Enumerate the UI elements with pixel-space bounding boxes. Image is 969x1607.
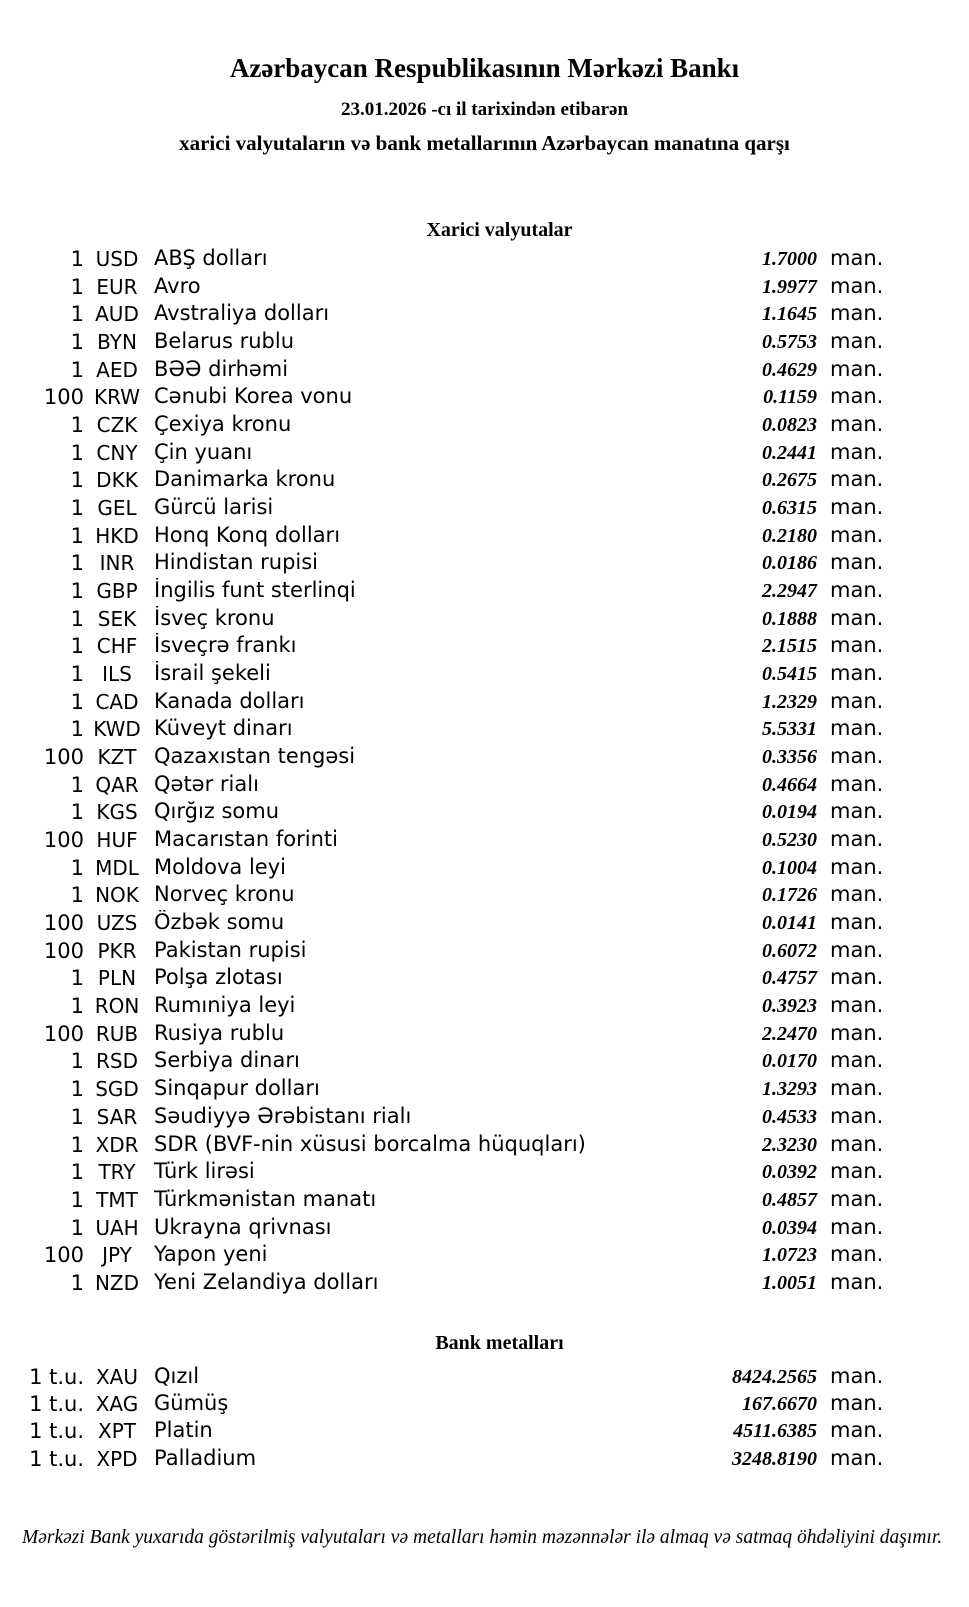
currency-code: GBP: [96, 579, 138, 604]
currency-name: Macarıstan forinti: [154, 827, 338, 852]
currency-quantity: 1: [70, 413, 84, 438]
currency-name: Honq Konq dolları: [154, 522, 341, 547]
currency-quantity: 1: [70, 274, 84, 299]
currency-row: [0, 938, 888, 966]
currency-row: [0, 550, 888, 578]
currency-code: CHF: [96, 634, 138, 659]
currency-unit: man.: [830, 1020, 884, 1045]
currency-row: [0, 1104, 888, 1132]
currency-unit: man.: [830, 522, 884, 547]
currency-rate: 0.5753: [762, 331, 817, 354]
currency-rate: 2.2470: [762, 1022, 817, 1045]
currency-unit: man.: [830, 1242, 884, 1267]
currency-row: [0, 1270, 888, 1298]
currency-quantity: 1: [70, 634, 84, 659]
currency-name: İsrail şekeli: [154, 661, 271, 686]
currency-name: Kanada dolları: [154, 688, 305, 713]
currency-row: [0, 910, 888, 938]
currency-unit: man.: [830, 329, 884, 354]
currency-row: [0, 329, 888, 357]
currency-rate: 0.1004: [762, 856, 817, 879]
currency-row: [0, 882, 888, 910]
currency-name: Küveyt dinarı: [154, 716, 293, 741]
currency-quantity: 1: [70, 883, 84, 908]
metal-quantity: 1 t.u.: [29, 1419, 84, 1444]
currency-unit: man.: [830, 356, 884, 381]
metals-table: [0, 1364, 969, 1473]
currency-quantity: 100: [43, 938, 84, 963]
currency-name: Çexiya kronu: [154, 412, 292, 437]
currency-code: EUR: [96, 274, 138, 299]
currency-row: [0, 1132, 888, 1160]
currency-quantity: 1: [70, 717, 84, 742]
metal-name: Palladium: [154, 1445, 257, 1470]
currency-quantity: 1: [70, 1077, 84, 1102]
currency-unit: man.: [830, 1159, 884, 1184]
currency-name: BƏƏ dirhəmi: [154, 356, 289, 381]
metal-rate: 3248.8190: [732, 1447, 817, 1470]
currency-code: RSD: [96, 1049, 138, 1074]
currency-unit: man.: [830, 273, 884, 298]
currency-code: SEK: [97, 606, 137, 631]
currency-name: Türkmənistan manatı: [154, 1186, 377, 1211]
currency-quantity: 1: [70, 606, 84, 631]
currencies-section-title: Xarici valyutalar: [426, 219, 573, 241]
currency-code: AED: [96, 357, 138, 382]
currency-code: CZK: [96, 413, 138, 438]
currency-name: Norveç kronu: [154, 882, 295, 907]
currency-code: CNY: [96, 440, 138, 465]
currency-unit: man.: [830, 661, 884, 686]
currency-row: [0, 689, 888, 717]
currency-unit: man.: [830, 1103, 884, 1128]
currency-name: Gürcü larisi: [154, 495, 274, 520]
currency-rate: 0.0186: [762, 552, 817, 575]
currency-row: [0, 855, 888, 883]
currency-unit: man.: [830, 827, 884, 852]
currency-quantity: 1: [70, 800, 84, 825]
currency-code: QAR: [95, 772, 139, 797]
currency-code: GEL: [97, 496, 137, 521]
currency-row: [0, 661, 888, 689]
currency-rate: 0.1159: [763, 386, 817, 409]
currency-code: KRW: [94, 385, 140, 410]
currency-row: [0, 1215, 888, 1243]
currency-quantity: 1: [70, 662, 84, 687]
currency-name: Cənubi Korea vonu: [154, 384, 353, 409]
currency-rate: 1.7000: [762, 248, 817, 270]
currency-rate: 2.1515: [762, 635, 817, 658]
currency-name: Sinqapur dolları: [154, 1076, 320, 1101]
currency-quantity: 100: [43, 828, 84, 853]
currency-rate: 0.2441: [762, 441, 817, 464]
currency-rate: 0.0170: [762, 1050, 817, 1073]
metals-section-title: Bank metalları: [435, 1332, 564, 1354]
currency-code: UZS: [96, 911, 138, 936]
currency-rate: 0.1726: [762, 884, 817, 907]
currency-rate: 0.0823: [762, 414, 817, 437]
currency-rate: 2.2947: [762, 580, 817, 603]
currency-rate: 5.5331: [762, 718, 817, 741]
currency-quantity: 1: [70, 1187, 84, 1212]
currency-quantity: 1: [70, 1132, 84, 1157]
currency-row: [0, 1021, 888, 1049]
currency-unit: man.: [830, 550, 884, 575]
currency-code: CAD: [95, 689, 139, 714]
currency-name: İsveçrə frankı: [154, 633, 297, 658]
currency-quantity: 1: [70, 579, 84, 604]
metal-code: XAG: [95, 1392, 139, 1417]
currency-unit: man.: [830, 688, 884, 713]
currency-name: Pakistan rupisi: [154, 937, 307, 962]
currency-row: [0, 495, 888, 523]
currency-name: Çin yuanı: [154, 439, 253, 464]
currency-code: UAH: [95, 1215, 139, 1240]
currency-code: USD: [95, 247, 139, 271]
currency-quantity: 1: [70, 966, 84, 991]
currency-rate: 0.6072: [762, 939, 817, 962]
currency-row: [0, 606, 888, 634]
currency-code: NOK: [95, 883, 139, 908]
metal-unit: man.: [830, 1364, 884, 1388]
currency-rate: 0.4533: [762, 1105, 817, 1128]
currency-rate: 2.3230: [762, 1133, 817, 1156]
currency-name: Moldova leyi: [154, 854, 286, 879]
currency-row: [0, 384, 888, 412]
currency-quantity: 1: [70, 468, 84, 493]
currency-row: [0, 412, 888, 440]
currency-name: Özbək somu: [154, 910, 285, 935]
currency-row: [0, 633, 888, 661]
metal-name: Qızıl: [154, 1364, 200, 1388]
currency-unit: man.: [830, 854, 884, 879]
currency-rate: 0.5230: [762, 829, 817, 852]
currency-row: [0, 827, 888, 855]
currency-row: [0, 716, 888, 744]
bank-title: Azərbaycan Respublikasının Mərkəzi Bankı: [229, 53, 740, 83]
currency-code: RUB: [95, 1021, 139, 1046]
metal-quantity: 1 t.u.: [29, 1365, 84, 1389]
currency-unit: man.: [830, 1131, 884, 1156]
currency-quantity: 1: [70, 1270, 84, 1295]
currency-rate: 0.1888: [762, 607, 817, 630]
currencies-table: [0, 246, 969, 1298]
currency-code: KGS: [96, 800, 138, 825]
currency-code: NZD: [94, 1270, 140, 1295]
currency-code: PKR: [97, 938, 137, 963]
currency-rate: 1.0723: [762, 1244, 817, 1267]
currency-code: HUF: [96, 828, 138, 853]
metal-code: XAU: [95, 1365, 139, 1389]
currency-name: Qazaxıstan tengəsi: [154, 744, 356, 769]
currency-row: [0, 467, 888, 495]
metal-name: Gümüş: [154, 1391, 229, 1416]
metal-rate: 8424.2565: [732, 1366, 817, 1388]
currency-quantity: 100: [43, 1021, 84, 1046]
currency-code: RON: [94, 994, 140, 1019]
currency-unit: man.: [830, 882, 884, 907]
currency-rate: 0.0194: [762, 801, 817, 824]
metal-unit: man.: [830, 1418, 884, 1443]
currency-row: [0, 1242, 888, 1270]
currency-rate: 0.4857: [762, 1188, 817, 1211]
currency-rate: 0.6315: [762, 497, 817, 520]
currency-name: İsveç kronu: [154, 605, 275, 630]
currency-row: [0, 274, 888, 302]
currency-row: [0, 523, 888, 551]
currency-name: İngilis funt sterlinqi: [154, 578, 356, 603]
currency-quantity: 100: [43, 385, 84, 410]
currency-name: Danimarka kronu: [154, 467, 336, 492]
currency-name: Səudiyyə Ərəbistanı rialı: [154, 1103, 412, 1128]
currency-name: Qırğız somu: [154, 799, 280, 824]
currency-quantity: 1: [70, 357, 84, 382]
metal-unit: man.: [830, 1391, 884, 1416]
currency-name: Türk lirəsi: [154, 1159, 255, 1184]
currency-row: [0, 578, 888, 606]
currency-rate: 1.1645: [762, 303, 817, 326]
currency-row: [0, 246, 888, 274]
currency-unit: man.: [830, 605, 884, 630]
currency-name: Rusiya rublu: [154, 1020, 285, 1045]
currency-unit: man.: [830, 1186, 884, 1211]
currency-row: [0, 301, 888, 329]
currency-unit: man.: [830, 993, 884, 1018]
currency-unit: man.: [830, 246, 884, 270]
currency-name: Yapon yeni: [154, 1242, 268, 1267]
currency-quantity: 1: [70, 994, 84, 1019]
currency-rate: 1.9977: [762, 275, 817, 298]
currency-name: Avstraliya dolları: [154, 301, 330, 326]
currency-rate: 0.3923: [762, 995, 817, 1018]
currency-unit: man.: [830, 771, 884, 796]
currency-code: KWD: [93, 717, 141, 742]
metal-row: [0, 1446, 888, 1473]
currency-quantity: 1: [70, 440, 84, 465]
currency-code: INR: [99, 551, 135, 576]
currency-row: [0, 772, 888, 800]
currency-row: [0, 1076, 888, 1104]
currency-rate: 0.5415: [762, 663, 817, 686]
metal-unit: man.: [830, 1445, 884, 1470]
currency-code: SAR: [96, 1104, 138, 1129]
currency-name: ABŞ dolları: [154, 246, 268, 270]
currency-unit: man.: [830, 439, 884, 464]
metal-code: XPD: [96, 1446, 138, 1471]
currency-unit: man.: [830, 744, 884, 769]
metal-code: XPT: [98, 1419, 136, 1444]
currency-row: [0, 357, 888, 385]
currency-name: Rumıniya leyi: [154, 993, 296, 1018]
currency-name: SDR (BVF-nin xüsusi borcalma hüquqları): [154, 1131, 586, 1156]
currency-quantity: 1: [70, 247, 84, 271]
currency-unit: man.: [830, 1048, 884, 1073]
currency-quantity: 1: [70, 772, 84, 797]
currency-row: [0, 1187, 888, 1215]
currency-quantity: 1: [70, 523, 84, 548]
currency-name: Yeni Zelandiya dolları: [154, 1269, 379, 1294]
currency-quantity: 1: [70, 1049, 84, 1074]
currency-code: JPY: [102, 1243, 132, 1268]
currency-rate: 0.4757: [762, 967, 817, 990]
currency-unit: man.: [830, 384, 884, 409]
metal-row: [0, 1364, 888, 1391]
currency-unit: man.: [830, 965, 884, 990]
currency-code: TRY: [98, 1160, 136, 1185]
currency-code: HKD: [95, 523, 139, 548]
currency-unit: man.: [830, 716, 884, 741]
currency-rate: 0.3356: [762, 746, 817, 769]
currency-code: SGD: [95, 1077, 139, 1102]
currency-unit: man.: [830, 799, 884, 824]
currency-code: PLN: [97, 966, 137, 991]
currency-rate: 0.0141: [762, 912, 817, 935]
currency-name: Ukrayna qrivnası: [154, 1214, 332, 1239]
metal-quantity: 1 t.u.: [29, 1446, 84, 1471]
metal-rate: 167.6670: [742, 1393, 817, 1416]
currency-row: [0, 1159, 888, 1187]
currency-name: Serbiya dinarı: [154, 1048, 300, 1073]
currency-name: Polşa zlotası: [154, 965, 283, 990]
currency-quantity: 1: [70, 689, 84, 714]
currency-unit: man.: [830, 495, 884, 520]
currency-unit: man.: [830, 633, 884, 658]
currency-rate: 0.0392: [762, 1161, 817, 1184]
currency-code: TMT: [96, 1187, 138, 1212]
currency-unit: man.: [830, 412, 884, 437]
currency-quantity: 1: [70, 1160, 84, 1185]
doc-subtitle: xarici valyutaların və bank metallarının Azərbaycan manatına qarşı: [179, 131, 790, 155]
currency-code: BYN: [97, 330, 137, 355]
currency-row: [0, 993, 888, 1021]
currency-quantity: 1: [70, 496, 84, 521]
currency-name: Belarus rublu: [154, 329, 295, 354]
currency-row: [0, 744, 888, 772]
currency-quantity: 1: [70, 855, 84, 880]
currency-code: ILS: [102, 662, 132, 687]
currency-name: Avro: [154, 273, 201, 298]
currency-unit: man.: [830, 910, 884, 935]
currency-unit: man.: [830, 1269, 884, 1294]
currency-row: [0, 965, 888, 993]
currency-unit: man.: [830, 301, 884, 326]
currency-unit: man.: [830, 1076, 884, 1101]
metal-name: Platin: [154, 1418, 213, 1443]
currency-name: Hindistan rupisi: [154, 550, 319, 575]
currency-quantity: 1: [70, 1215, 84, 1240]
currency-quantity: 100: [43, 745, 84, 770]
currency-row: [0, 440, 888, 468]
currency-quantity: 1: [70, 302, 84, 327]
currency-unit: man.: [830, 1214, 884, 1239]
currency-unit: man.: [830, 937, 884, 962]
metal-row: [0, 1391, 888, 1418]
currency-quantity: 1: [70, 551, 84, 576]
currency-rate: 0.2180: [762, 524, 817, 547]
metal-quantity: 1 t.u.: [29, 1392, 84, 1417]
currency-code: DKK: [96, 468, 138, 493]
currency-code: KZT: [97, 745, 137, 770]
currency-rate: 0.4629: [762, 358, 817, 381]
currency-rate: 1.0051: [762, 1271, 817, 1294]
effective-date-line: 23.01.2026 -cı il tarixindən etibarən: [340, 99, 629, 120]
currency-quantity: 1: [70, 330, 84, 355]
currency-rate: 1.2329: [762, 690, 817, 713]
currency-code: AUD: [95, 302, 139, 327]
currency-code: XDR: [95, 1132, 139, 1157]
metal-rate: 4511.6385: [733, 1420, 817, 1443]
currency-quantity: 100: [43, 1243, 84, 1268]
currency-name: Qətər rialı: [154, 771, 259, 796]
currency-rate: 0.2675: [762, 469, 817, 492]
currency-rate: 0.4664: [762, 773, 817, 796]
currency-quantity: 100: [43, 911, 84, 936]
obligation-note: Mərkəzi Bank yuxarıda göstərilmiş valyutaları və metalları həmin məzənnələr ilə almaq və satmaq öhdəliyini daşımır.: [22, 1527, 943, 1548]
currency-rate: 1.3293: [762, 1078, 817, 1101]
currency-unit: man.: [830, 467, 884, 492]
currency-unit: man.: [830, 578, 884, 603]
currency-code: MDL: [95, 855, 139, 880]
currency-quantity: 1: [70, 1104, 84, 1129]
currency-rate: 0.0394: [762, 1216, 817, 1239]
metal-row: [0, 1418, 888, 1445]
currency-row: [0, 799, 888, 827]
currency-row: [0, 1048, 888, 1076]
